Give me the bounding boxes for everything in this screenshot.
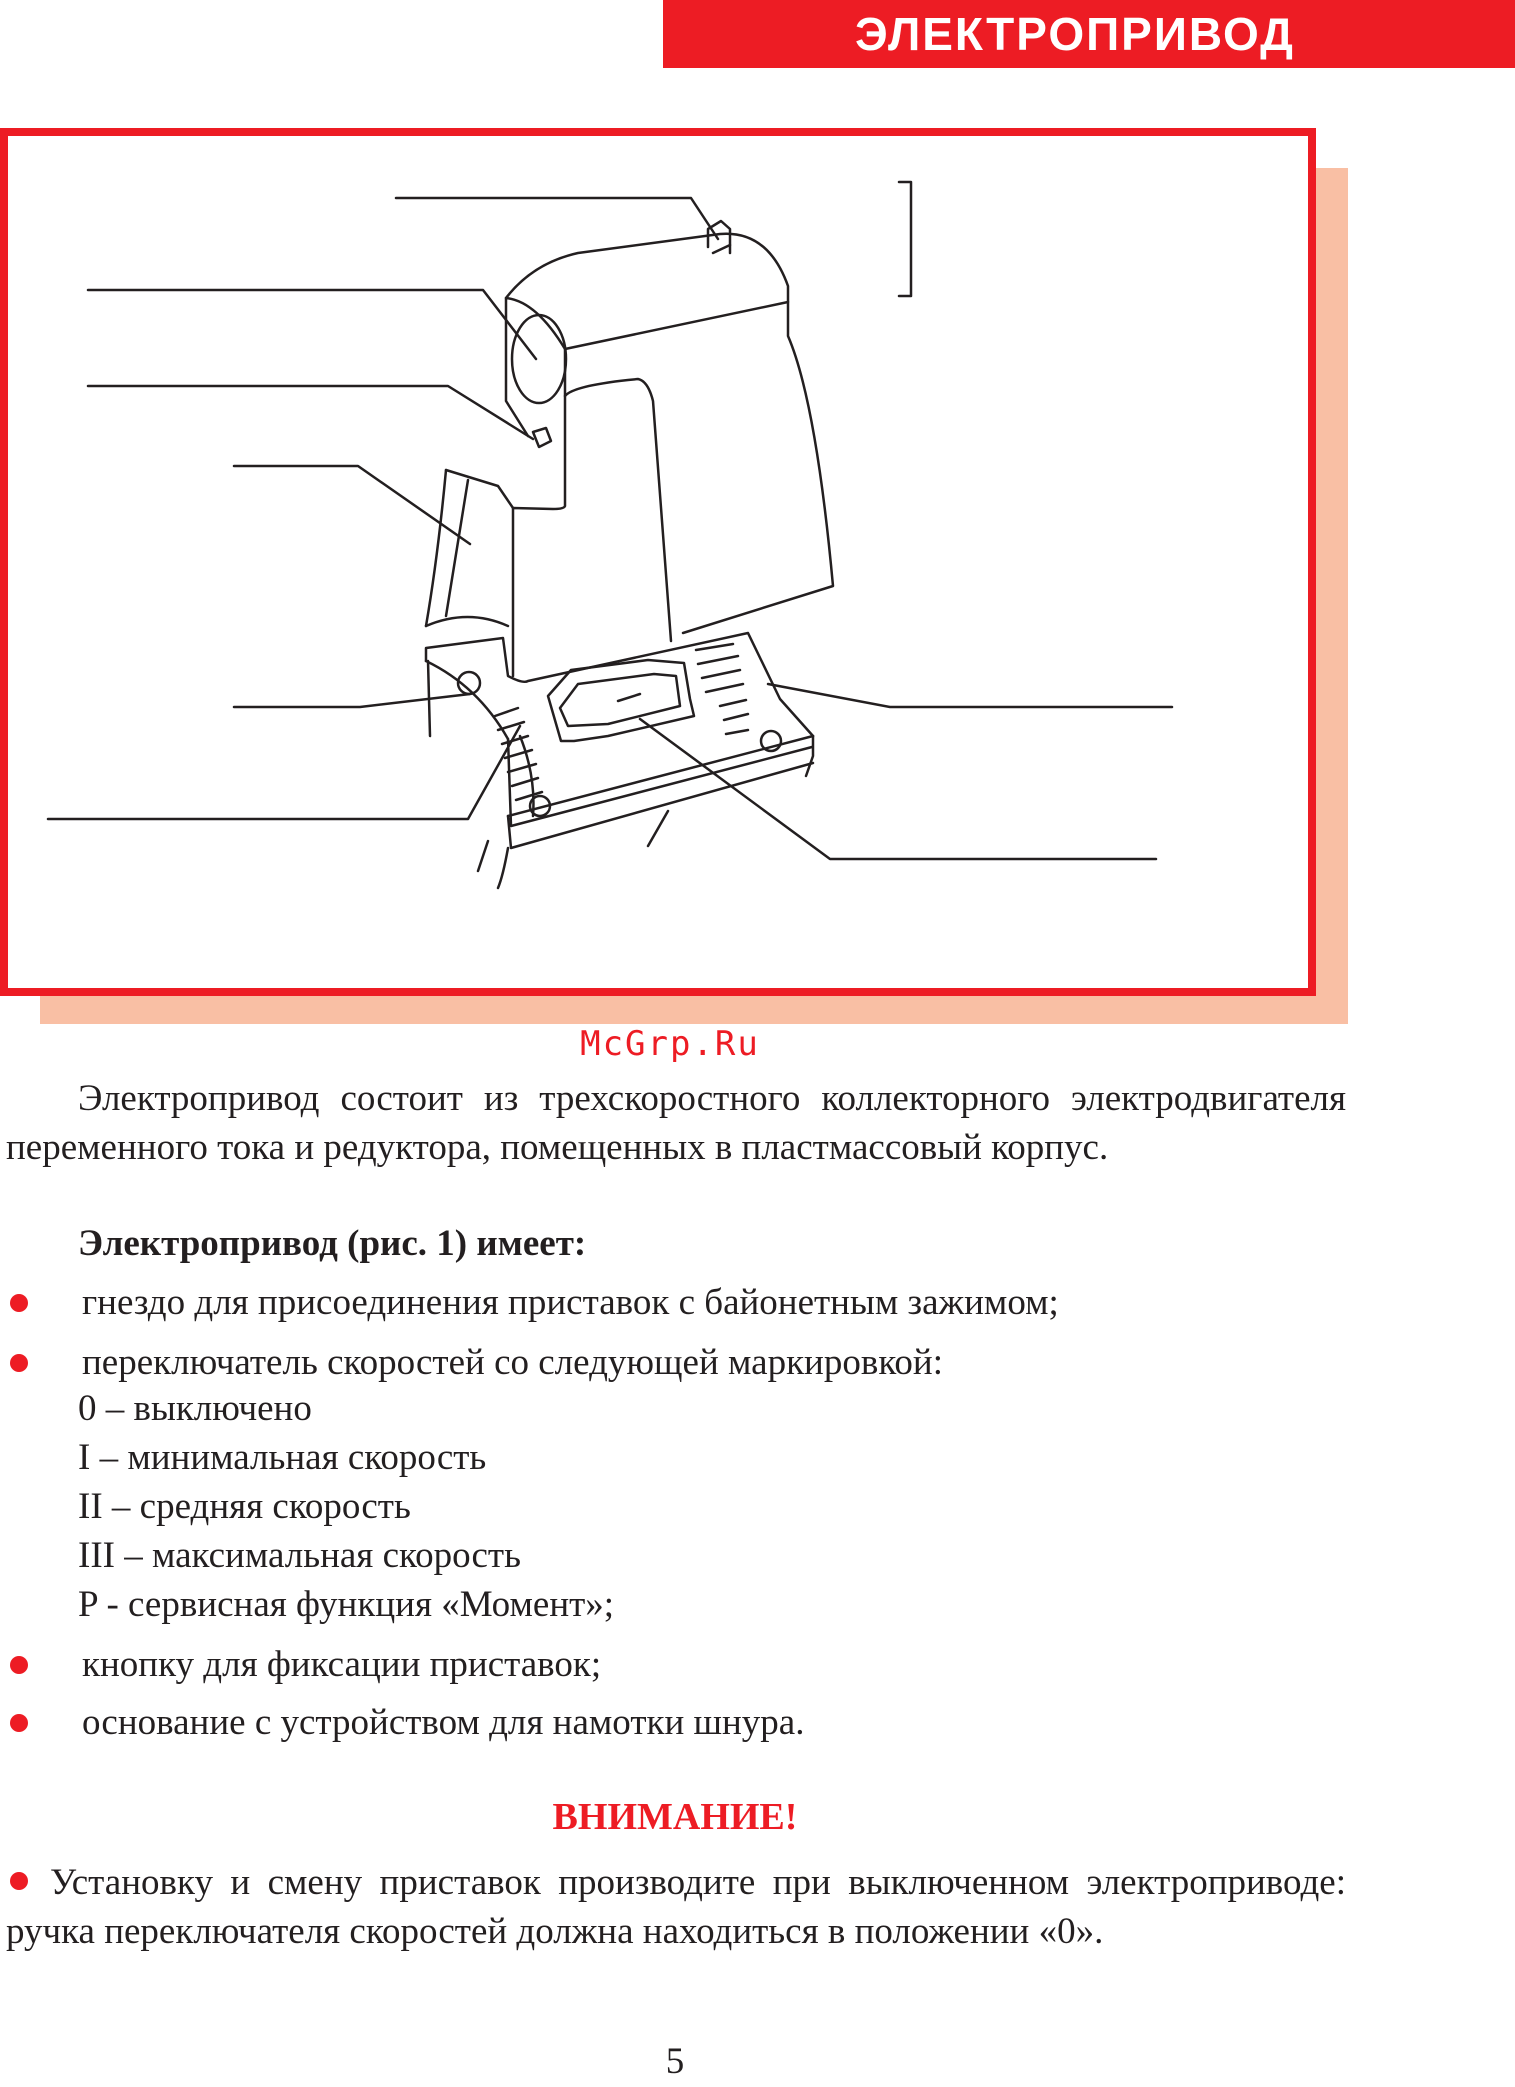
intro-paragraph: Электропривод состоит из трехскоростного коллекторного электродвигателя переменного тока и редуктора, помещенных в пластмассовый корпус. bbox=[6, 1078, 1346, 1168]
bullet-icon bbox=[10, 1354, 28, 1372]
speed-marking: II – средняя скорость bbox=[78, 1486, 411, 1527]
speed-marking: III – максимальная скорость bbox=[78, 1535, 521, 1576]
leader-line-body bbox=[234, 466, 470, 544]
leader-line-button bbox=[88, 386, 533, 439]
speed-marking: P - сервисная функция «Момент»; bbox=[78, 1584, 615, 1625]
leader-line-foot bbox=[234, 694, 470, 707]
leader-line-switch bbox=[396, 198, 718, 239]
feature-text: гнездо для присоединения приставок с байонетным зажимом; bbox=[82, 1282, 1059, 1323]
feature-text: основание с устройством для намотки шнура. bbox=[82, 1702, 805, 1743]
bullet-icon bbox=[10, 1656, 28, 1674]
warning-text: Установку и смену приставок производите при выключенном электроприводе: ручка переключателя скоростей должна находиться в положении «0». bbox=[6, 1862, 1346, 1952]
leader-line-vents bbox=[768, 684, 1172, 707]
watermark: McGrp.Ru bbox=[580, 1024, 760, 1064]
features-heading: Электропривод (рис. 1) имеет: bbox=[78, 1223, 587, 1264]
speed-marking: 0 – выключено bbox=[78, 1388, 312, 1429]
speed-marking: I – минимальная скорость bbox=[78, 1437, 487, 1478]
feature-text: переключатель скоростей со следующей маркировкой: bbox=[82, 1342, 944, 1383]
bullet-icon bbox=[10, 1872, 28, 1890]
leader-line-cord bbox=[48, 726, 520, 819]
warning-paragraph bbox=[6, 1858, 1346, 1956]
section-header: ЭЛЕКТРОПРИВОД bbox=[663, 0, 1515, 68]
appliance-diagram bbox=[8, 136, 1308, 988]
page-number: 5 bbox=[665, 2041, 685, 2082]
feature-text: кнопку для фиксации приставок; bbox=[82, 1644, 602, 1685]
figure-frame bbox=[0, 128, 1316, 996]
warning-title: ВНИМАНИЕ! bbox=[552, 1796, 798, 1838]
bullet-icon bbox=[10, 1294, 28, 1312]
leader-line-socket bbox=[88, 290, 536, 359]
bullet-icon bbox=[10, 1714, 28, 1732]
